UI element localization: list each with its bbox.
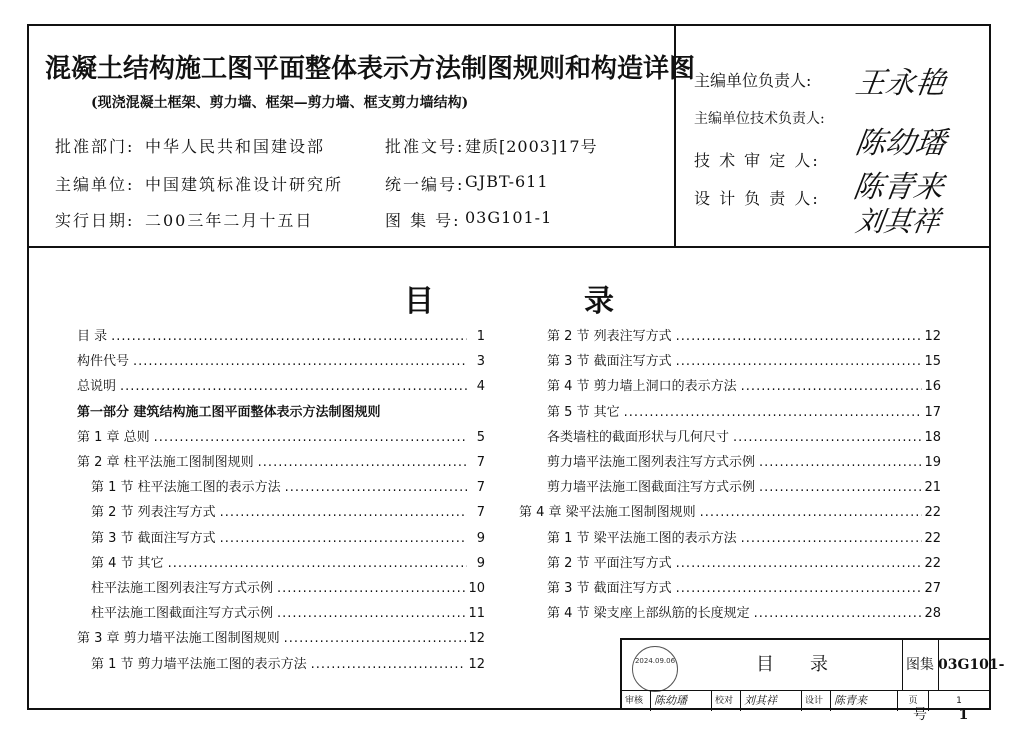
toc-entry-page: 18 (924, 429, 941, 445)
toc-entry-page: 27 (924, 581, 941, 596)
review-label: 技 术 审 定 人: (694, 151, 820, 170)
toc-entry (547, 580, 941, 598)
check-cell-label: 校对 (712, 691, 741, 711)
toc-entry (77, 404, 485, 422)
unified-no: GJBT-611 (465, 172, 549, 191)
toc-entry-label: 第 3 节 截面注写方式 (91, 530, 216, 546)
toc-entry-label: 柱平法施工图列表注写方式示例 (91, 581, 274, 596)
toc-entry-label: 第 4 节 剪力墙上洞口的表示方法 (547, 379, 737, 395)
toc-entry-label: 第 2 节 列表注写方式 (547, 329, 672, 344)
approval-dept: 中华人民共和国建设部 (145, 137, 326, 156)
editor-unit-label: 主编单位: (55, 175, 135, 194)
toc-entry-label: 第 1 节 剪力墙平法施工图的表示方法 (91, 656, 307, 672)
toc-entry (77, 454, 485, 472)
toc-entry (547, 479, 941, 497)
toc-entry-page: 7 (476, 505, 485, 521)
toc-entry (77, 378, 485, 396)
toc-leader-dots (284, 630, 467, 648)
toc-leader-dots (624, 404, 923, 422)
review-cell-label: 审核 (622, 691, 651, 711)
toc-entry-label: 第 3 节 截面注写方式 (547, 354, 672, 370)
toc-entry-page: 19 (924, 455, 941, 470)
toc-entry-label: 目 录 (77, 329, 108, 344)
toc-entry (91, 656, 485, 674)
design-cell-signature: 陈青来 (831, 691, 898, 711)
toc-leader-dots (277, 580, 466, 598)
review-cell-signature: 陈幼璠 (651, 691, 712, 711)
toc-leader-dots (676, 580, 923, 598)
meta-row-approval (55, 134, 625, 157)
sub-title: (现浇混凝土框架、剪力墙、框架—剪力墙、框支剪力墙结构) (91, 95, 469, 111)
stamp-date: 2024.09.06 (634, 657, 676, 665)
toc-entry-label: 剪力墙平法施工图截面注写方式示例 (547, 480, 756, 496)
toc-leader-dots (133, 353, 467, 371)
toc-entry-page: 7 (476, 480, 485, 496)
toc-leader-dots (154, 429, 467, 447)
atlas-label: 图集号 (902, 640, 939, 690)
check-cell-signature: 刘其祥 (741, 691, 802, 711)
toc-entry (77, 630, 485, 648)
toc-entry (91, 479, 485, 497)
toc-entry-page: 3 (476, 354, 485, 370)
toc-leader-dots (220, 530, 467, 548)
toc-entry-label: 第一部分 建筑结构施工图平面整体表示方法制图规则 (77, 404, 381, 420)
toc-entry-page: 22 (924, 555, 941, 571)
toc-entry (547, 353, 941, 371)
toc-entry-label: 第 2 节 平面注写方式 (547, 555, 672, 571)
toc-entry (547, 555, 941, 573)
toc-entry-page: 12 (924, 329, 941, 344)
toc-leader-dots (676, 328, 923, 346)
toc-entry-page: 22 (924, 505, 941, 521)
toc-entry-page: 12 (468, 656, 485, 672)
chief-unit-signature: 王永艳 (853, 66, 948, 101)
toc-entry-page: 28 (924, 606, 941, 622)
page-cell-label: 页 (898, 691, 929, 711)
toc-title: 目录 (404, 284, 764, 319)
toc-entry (547, 328, 941, 346)
design-cell-label: 设计 (802, 691, 831, 711)
atlas-code: 03G101-1 (938, 657, 1005, 723)
toc-leader-dots (120, 378, 467, 396)
toc-entry-label: 柱平法施工图截面注写方式示例 (91, 606, 274, 622)
toc-entry-page: 11 (468, 606, 485, 622)
atlas-no: 03G101-1 (465, 208, 553, 227)
toc-entry-label: 第 2 节 列表注写方式 (91, 505, 216, 521)
toc-entry (547, 429, 941, 447)
toc-entry-label: 第 4 节 其它 (91, 555, 164, 571)
toc-leader-dots (759, 479, 922, 497)
toc-leader-dots (168, 555, 467, 573)
toc-leader-dots (277, 605, 466, 623)
approval-no-label: 批准文号: (385, 137, 465, 156)
toc-entry (91, 504, 485, 522)
toc-entry (547, 605, 941, 623)
unified-no-label: 统一编号: (385, 175, 465, 194)
toc-leader-dots (733, 429, 922, 447)
effective-date-label: 实行日期: (55, 211, 135, 230)
toc-leader-dots (700, 504, 923, 522)
toc-entry-page: 5 (476, 429, 485, 445)
chief-unit-label: 主编单位负责人: (694, 71, 812, 90)
library-stamp (632, 646, 678, 692)
toc-entry-label: 第 3 章 剪力墙平法施工图制图规则 (77, 631, 280, 647)
toc-entry-page: 15 (924, 354, 941, 370)
toc-leader-dots (258, 454, 467, 472)
toc-entry-page: 9 (476, 555, 485, 571)
toc-entry (547, 378, 941, 396)
toc-entry-page: 21 (924, 480, 941, 496)
atlas-no-label: 图 集 号: (385, 211, 461, 230)
drawing-sheet (27, 24, 1005, 723)
toc-entry (77, 353, 485, 371)
toc-entry-page: 17 (924, 404, 941, 420)
toc-leader-dots (311, 656, 467, 674)
meta-row-date (55, 208, 625, 231)
toc-entry-page: 4 (476, 379, 485, 395)
toc-entry-page: 10 (468, 581, 485, 596)
toc-entry (91, 605, 485, 623)
toc-entry-page: 7 (476, 455, 485, 470)
toc-entry (519, 504, 941, 522)
toc-leader-dots (111, 328, 467, 346)
toc-leader-dots (759, 454, 922, 472)
toc-leader-dots (741, 530, 923, 548)
toc-entry-page: 12 (468, 631, 485, 647)
toc-leader-dots (754, 605, 923, 623)
toc-entry-label: 第 5 节 其它 (547, 404, 620, 420)
toc-entry-page: 16 (924, 379, 941, 395)
toc-entry (77, 328, 485, 346)
toc-leader-dots (285, 479, 467, 497)
title-block (620, 638, 1005, 723)
editor-unit: 中国建筑标准设计研究所 (145, 175, 344, 194)
toc-leader-dots (676, 353, 923, 371)
toc-leader-dots (741, 378, 923, 396)
toc-entry-label: 第 4 节 梁支座上部纵筋的长度规定 (547, 606, 750, 622)
design-label: 设 计 负 责 人: (694, 189, 820, 208)
toc-entry (547, 404, 941, 422)
toc-entry (91, 580, 485, 598)
design-signature: 刘其祥 (853, 205, 943, 238)
toc-leader-dots (676, 555, 923, 573)
approval-no: 建质[2003]17号 (465, 137, 598, 156)
toc-entry-label: 剪力墙平法施工图列表注写方式示例 (547, 455, 756, 470)
toc-leader-dots (220, 504, 467, 522)
toc-entry (547, 530, 941, 548)
main-title: 混凝土结构施工图平面整体表示方法制图规则和构造详图 (45, 54, 696, 84)
toc-entry-label: 构件代号 (77, 354, 130, 370)
toc-entry (91, 530, 485, 548)
approval-dept-label: 批准部门: (55, 137, 135, 156)
meta-row-editor (55, 172, 625, 195)
toc-entry-label: 各类墙柱的截面形状与几何尺寸 (547, 429, 730, 445)
toc-entry (77, 429, 485, 447)
toc-entry-page: 22 (924, 530, 941, 546)
effective-date: 二00三年二月十五日 (145, 211, 314, 230)
toc-entry-label: 第 1 节 柱平法施工图的表示方法 (91, 480, 281, 496)
header-left (29, 26, 696, 246)
tech-signature: 陈幼璠 (853, 126, 948, 161)
title-block-name: 目录 (682, 640, 903, 690)
toc-entry (91, 555, 485, 573)
toc-entry-label: 第 4 章 梁平法施工图制图规则 (519, 505, 696, 521)
title-block-signatures (622, 690, 989, 711)
review-signature: 陈青来 (851, 170, 946, 205)
toc-entry (547, 454, 941, 472)
page-cell-value: 1 (956, 696, 962, 706)
toc-entry-page: 9 (476, 530, 485, 546)
toc-entry-label: 第 1 章 总则 (77, 429, 150, 445)
toc-entry-page: 1 (476, 329, 485, 344)
toc-entry-label: 第 1 节 梁平法施工图的表示方法 (547, 530, 737, 546)
tech-label: 主编单位技术负责人: (694, 111, 825, 127)
toc-entry-label: 第 3 节 截面注写方式 (547, 581, 672, 596)
toc-entry-label: 第 2 章 柱平法施工图制图规则 (77, 455, 254, 470)
toc-entry-label: 总说明 (77, 379, 117, 395)
header-block (29, 26, 989, 248)
header-right (674, 26, 991, 246)
